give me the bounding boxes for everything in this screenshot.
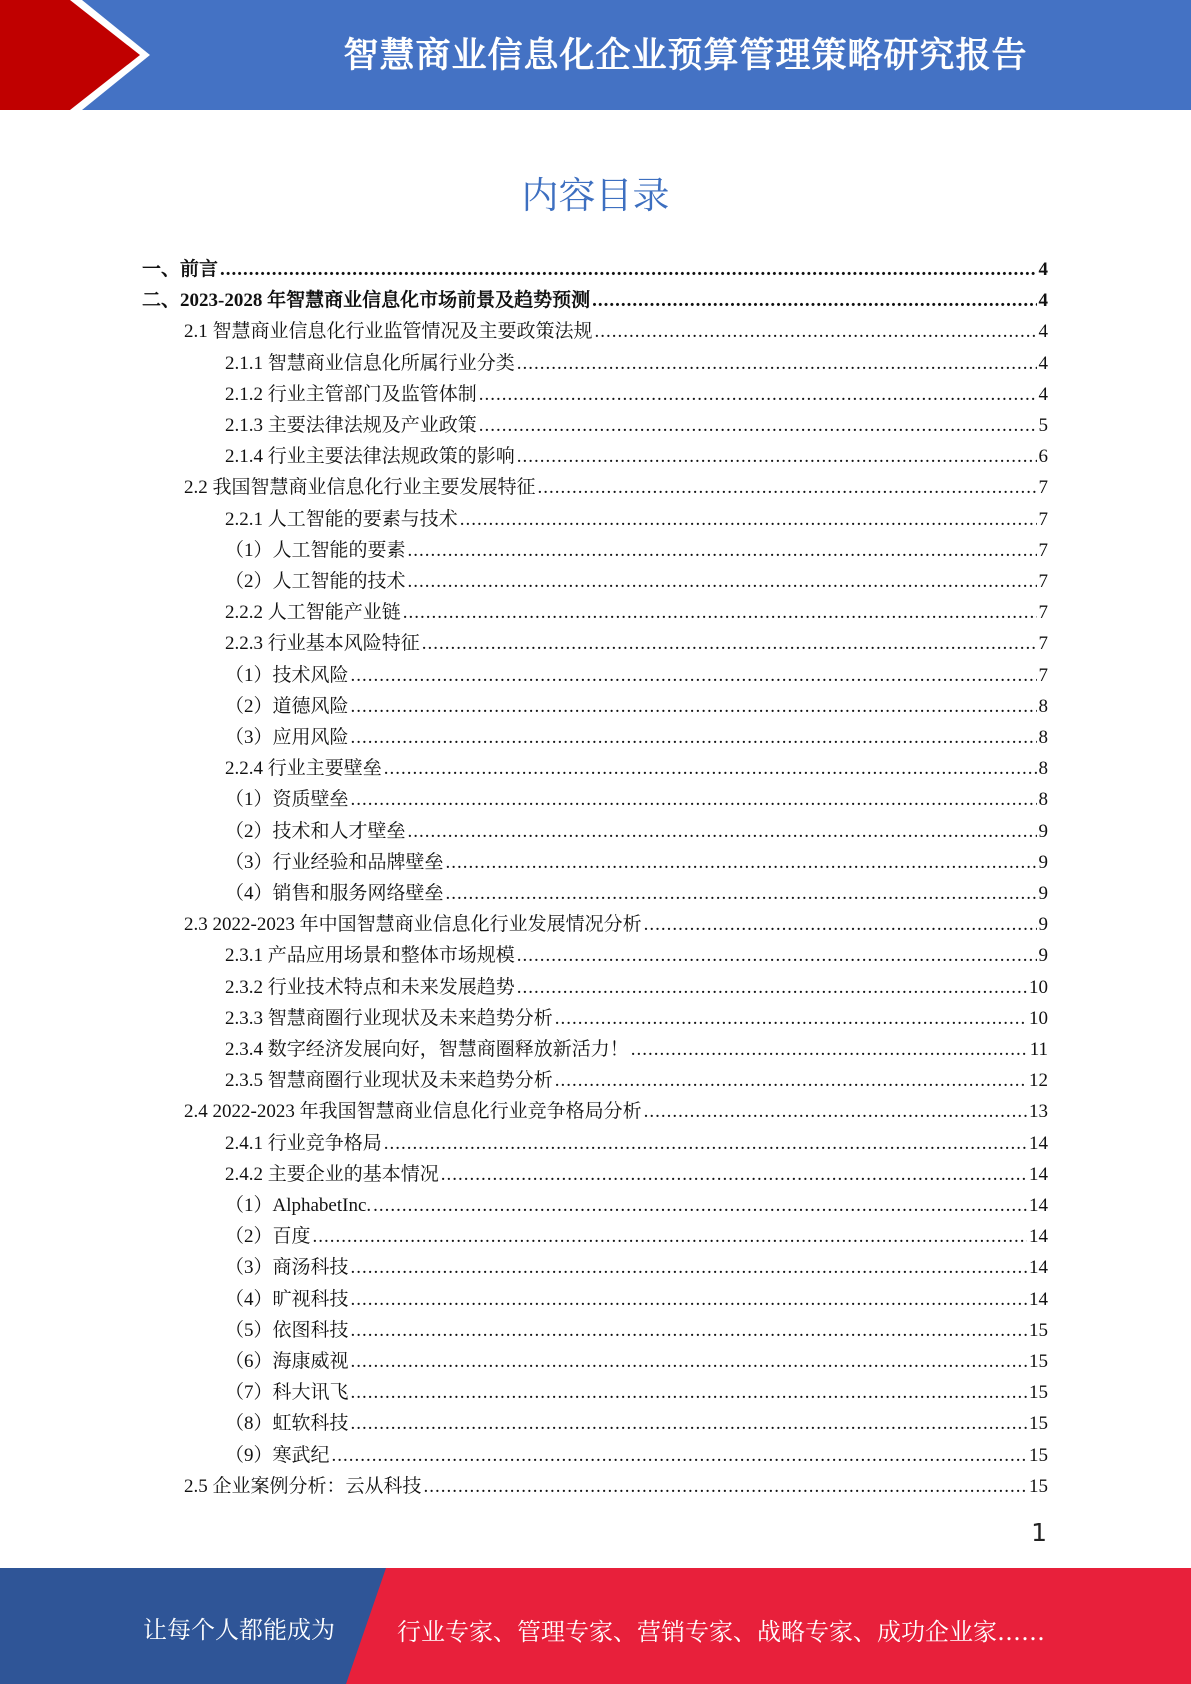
toc-entry[interactable] — [225, 535, 1048, 566]
toc-entry-page: 4 — [1038, 383, 1048, 405]
toc-entry-page: 9 — [1038, 820, 1048, 842]
toc-dot-leader — [351, 691, 1037, 722]
toc-entry-page: 7 — [1038, 571, 1048, 592]
toc-dot-leader — [408, 535, 1037, 566]
toc-entry[interactable] — [184, 1096, 1048, 1127]
toc-dot-leader — [351, 660, 1037, 691]
toc-entry[interactable] — [225, 1315, 1048, 1346]
toc-entry[interactable] — [225, 1128, 1048, 1159]
toc-entry-title: （3）行业经验和品牌壁垒 — [225, 851, 444, 873]
toc-dot-leader — [479, 379, 1037, 410]
toc-entry-title: 二、2023-2028 年智慧商业信息化市场前景及趋势预测 — [142, 290, 591, 312]
toc-dot-leader — [595, 316, 1037, 347]
toc-entry-page: 11 — [1029, 1039, 1048, 1060]
toc-entry-title: 2.3.5 智慧商圈行业现状及未来趋势分析 — [225, 1070, 553, 1092]
toc-entry[interactable] — [225, 972, 1048, 1003]
toc-entry-page: 14 — [1029, 1226, 1048, 1248]
toc-entry-page: 14 — [1029, 1132, 1048, 1154]
toc-entry[interactable] — [225, 1284, 1048, 1315]
toc-dot-leader — [441, 1159, 1027, 1190]
toc-entry-title: 2.1.3 主要法律法规及产业政策 — [225, 415, 477, 436]
toc-entry-title: （4）销售和服务网络壁垒 — [225, 883, 444, 904]
toc-dot-leader — [403, 597, 1037, 628]
toc-entry-page: 8 — [1038, 727, 1048, 748]
toc-entry-page: 7 — [1038, 539, 1048, 561]
toc-entry-page: 7 — [1038, 664, 1048, 686]
toc-entry-title: 2.2.3 行业基本风险特征 — [225, 633, 420, 655]
toc-entry[interactable] — [225, 722, 1048, 753]
toc-entry-title: 2.3.1 产品应用场景和整体市场规模 — [225, 945, 515, 967]
toc-entry-title: （3）应用风险 — [225, 727, 349, 748]
toc-entry[interactable] — [225, 1190, 1048, 1221]
toc-dot-leader — [424, 1471, 1027, 1502]
page-number: 1 — [1031, 1518, 1047, 1547]
toc-entry-page: 10 — [1029, 976, 1048, 998]
toc-entry-page: 13 — [1029, 1101, 1048, 1123]
toc-entry-title: 2.3.4 数字经济发展向好，智慧商圈释放新活力！ — [225, 1039, 629, 1060]
toc-entry[interactable] — [225, 660, 1048, 691]
toc-entry[interactable] — [225, 348, 1048, 379]
toc-dot-leader — [408, 566, 1037, 597]
toc-dot-leader — [644, 909, 1037, 940]
toc-entry-page: 4 — [1038, 352, 1048, 374]
toc-dot-leader — [351, 1315, 1027, 1346]
toc-entry-title: 2.1.2 行业主管部门及监管体制 — [225, 383, 477, 405]
toc-entry[interactable] — [225, 940, 1048, 971]
toc-dot-leader — [555, 1003, 1027, 1034]
toc-entry-page: 4 — [1038, 259, 1048, 280]
footer-banner — [0, 1568, 1191, 1684]
toc-dot-leader — [479, 410, 1037, 441]
toc-entry-page: 7 — [1038, 508, 1048, 530]
toc-dot-leader — [422, 628, 1037, 659]
toc-entry[interactable] — [225, 441, 1048, 472]
toc-entry-title: （9）寒武纪 — [225, 1444, 330, 1466]
toc-dot-leader — [517, 940, 1037, 971]
toc-entry-page: 15 — [1029, 1382, 1048, 1404]
toc-dot-leader — [351, 1252, 1027, 1283]
toc-entry-page: 9 — [1038, 945, 1048, 967]
toc-entry[interactable] — [225, 691, 1048, 722]
toc-entry-page: 15 — [1029, 1444, 1048, 1466]
toc-entry-page: 14 — [1029, 1257, 1048, 1279]
toc-dot-leader — [384, 753, 1037, 784]
toc-entry-page: 9 — [1038, 851, 1048, 873]
toc-entry-title: 2.3.3 智慧商圈行业现状及未来趋势分析 — [225, 1007, 553, 1029]
toc-dot-leader — [332, 1440, 1027, 1471]
toc-entry-page: 14 — [1029, 1163, 1048, 1185]
toc-entry[interactable] — [184, 472, 1048, 503]
toc-entry[interactable] — [184, 1471, 1048, 1502]
toc-entry[interactable] — [225, 1034, 1048, 1065]
toc-entry-title: 2.1 智慧商业信息化行业监管情况及主要政策法规 — [184, 321, 593, 343]
toc-dot-leader — [538, 472, 1037, 503]
toc-entry-page: 4 — [1038, 290, 1048, 312]
toc-entry-page: 15 — [1029, 1319, 1048, 1341]
chevron-arrow-icon — [0, 0, 140, 110]
toc-dot-leader — [351, 1408, 1027, 1439]
toc-entry-title: （3）商汤科技 — [225, 1257, 349, 1279]
toc-entry[interactable] — [225, 566, 1048, 597]
toc-dot-leader — [408, 816, 1037, 847]
toc-entry-page: 9 — [1038, 914, 1048, 936]
toc-entry-page: 8 — [1038, 789, 1048, 811]
toc-entry-title: 2.2.2 人工智能产业链 — [225, 602, 401, 624]
toc-entry-title: 2.5 企业案例分析：云从科技 — [184, 1475, 422, 1497]
toc-dot-leader — [460, 504, 1037, 535]
toc-entry[interactable] — [225, 1440, 1048, 1471]
report-title: 智慧商业信息化企业预算管理策略研究报告 — [343, 36, 1028, 76]
toc-dot-leader — [373, 1190, 1027, 1221]
toc-entry-page: 6 — [1038, 446, 1048, 468]
toc-entry[interactable] — [225, 379, 1048, 410]
toc-entry[interactable] — [225, 628, 1048, 659]
toc-entry[interactable] — [225, 504, 1048, 535]
toc-entry[interactable] — [225, 816, 1048, 847]
toc-dot-leader — [446, 878, 1037, 909]
toc-entry-title: （1）AlphabetInc. — [225, 1195, 372, 1216]
toc-entry-title: 2.1.4 行业主要法律法规政策的影响 — [225, 446, 515, 468]
toc-entry-page: 15 — [1029, 1475, 1048, 1497]
toc-entry-title: （6）海康威视 — [225, 1351, 349, 1372]
toc-dot-leader — [220, 254, 1036, 285]
toc-entry-title: 2.4.2 主要企业的基本情况 — [225, 1163, 439, 1185]
toc-entry-title: （8）虹软科技 — [225, 1413, 349, 1435]
toc-entry[interactable] — [225, 753, 1048, 784]
toc-entry-title: 一、前言 — [142, 259, 219, 280]
footer-slogan-right: 行业专家、管理专家、营销专家、战略专家、成功企业家…… — [397, 1618, 1045, 1646]
toc-entry-title: （5）依图科技 — [225, 1319, 349, 1341]
toc-entry-page: 5 — [1038, 415, 1048, 436]
toc-entry-title: （7）科大讯飞 — [225, 1382, 349, 1404]
toc-entry-page: 14 — [1029, 1288, 1048, 1310]
toc-entry-page: 7 — [1038, 633, 1048, 655]
toc-entry-page: 8 — [1038, 695, 1048, 717]
toc-entry[interactable] — [225, 1003, 1048, 1034]
toc-entry[interactable] — [225, 1065, 1048, 1096]
toc-entry-title: （1）技术风险 — [225, 664, 349, 686]
toc-dot-leader — [517, 348, 1037, 379]
toc-dot-leader — [592, 285, 1036, 316]
toc-dot-leader — [644, 1096, 1027, 1127]
toc-entry-title: 2.2 我国智慧商业信息化行业主要发展特征 — [184, 477, 536, 499]
toc-dot-leader — [351, 1377, 1027, 1408]
toc-entry-page: 15 — [1029, 1413, 1048, 1435]
toc-entry[interactable] — [225, 1221, 1048, 1252]
footer-slogan-left: 让每个人都能成为 — [143, 1616, 335, 1644]
toc-entry-title: 2.2.1 人工智能的要素与技术 — [225, 508, 458, 530]
toc-entry[interactable] — [225, 847, 1048, 878]
toc-entry[interactable] — [184, 316, 1048, 347]
toc-entry-title: （2）技术和人才壁垒 — [225, 820, 406, 842]
toc-entry-page: 12 — [1029, 1070, 1048, 1092]
toc-entry-title: 2.1.1 智慧商业信息化所属行业分类 — [225, 352, 515, 374]
toc-entry[interactable] — [225, 1346, 1048, 1377]
toc-entry[interactable] — [142, 254, 1048, 285]
toc-entry-page: 7 — [1038, 477, 1048, 499]
toc-dot-leader — [517, 972, 1027, 1003]
toc-entry[interactable] — [225, 784, 1048, 815]
toc-entry-title: 2.2.4 行业主要壁垒 — [225, 758, 382, 780]
toc-dot-leader — [555, 1065, 1027, 1096]
toc-entry-page: 4 — [1038, 321, 1048, 343]
toc-dot-leader — [384, 1128, 1027, 1159]
toc-entry[interactable] — [225, 1408, 1048, 1439]
toc-dot-leader — [351, 1284, 1027, 1315]
header-banner — [0, 0, 1191, 110]
toc-entry[interactable] — [225, 878, 1048, 909]
toc-heading: 内容目录 — [521, 174, 670, 217]
toc-entry-page: 7 — [1038, 602, 1048, 624]
toc-entry[interactable] — [225, 1377, 1048, 1408]
toc-entry[interactable] — [142, 285, 1048, 316]
toc-entry-page: 8 — [1038, 758, 1048, 780]
toc-entry[interactable] — [225, 410, 1048, 441]
toc-dot-leader — [313, 1221, 1027, 1252]
toc-entry-title: （2）人工智能的技术 — [225, 571, 406, 592]
toc-entry[interactable] — [184, 909, 1048, 940]
toc-entry-title: （1）人工智能的要素 — [225, 539, 406, 561]
toc-entry-title: 2.4 2022-2023 年我国智慧商业信息化行业竞争格局分析 — [184, 1101, 642, 1123]
toc-dot-leader — [351, 784, 1037, 815]
toc-entry-page: 15 — [1029, 1351, 1048, 1372]
toc-entry-title: （4）旷视科技 — [225, 1288, 349, 1310]
toc-entry-page: 9 — [1038, 883, 1048, 904]
toc-entry-page: 10 — [1029, 1007, 1048, 1029]
toc-dot-leader — [631, 1034, 1028, 1065]
toc-entry-title: 2.4.1 行业竞争格局 — [225, 1132, 382, 1154]
toc-entry-title: （1）资质壁垒 — [225, 789, 349, 811]
toc-entry[interactable] — [225, 597, 1048, 628]
toc-entry-title: 2.3.2 行业技术特点和未来发展趋势 — [225, 976, 515, 998]
toc-entry-page: 14 — [1029, 1195, 1048, 1216]
toc-dot-leader — [351, 1346, 1027, 1377]
toc-entry-title: （2）百度 — [225, 1226, 311, 1248]
toc-dot-leader — [351, 722, 1037, 753]
toc-dot-leader — [517, 441, 1037, 472]
toc-entry-title: （2）道德风险 — [225, 695, 349, 717]
toc-entry[interactable] — [225, 1252, 1048, 1283]
toc-dot-leader — [446, 847, 1037, 878]
toc-entry-title: 2.3 2022-2023 年中国智慧商业信息化行业发展情况分析 — [184, 914, 642, 936]
toc-entry[interactable] — [225, 1159, 1048, 1190]
